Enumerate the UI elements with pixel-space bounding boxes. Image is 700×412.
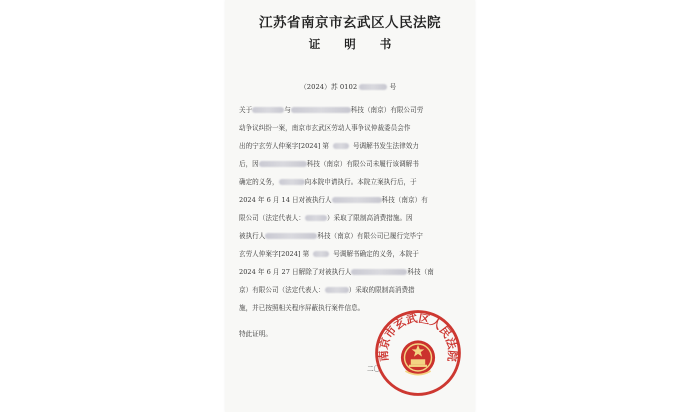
date-text: 二〇 — [367, 365, 381, 373]
body-line-5: 确定的义务， 向本院申请执行。本院立案执行后，于 — [239, 178, 417, 186]
document-number-text: （2024）苏 0102 — [300, 83, 358, 91]
body-line-3: 出的宁玄劳人仲案字[2024] 第 号调解书发生法律效力 — [239, 142, 419, 150]
redacted-text — [325, 287, 349, 293]
redacted-text — [265, 233, 317, 239]
court-name: 江苏省南京市玄武区人民法院 — [259, 15, 441, 31]
body-line-12: 施，并已按照相关程序屏蔽执行案件信息。 — [239, 304, 365, 312]
official-seal — [373, 308, 463, 398]
redacted-text — [305, 215, 327, 221]
redacted-text — [279, 179, 305, 185]
body-line-1: 关于 与 科技（南京）有限公司劳 — [239, 106, 424, 114]
body-line-10: 2024 年 6 月 27 日解除了对被执行人 科技（南 — [239, 268, 434, 276]
redacted-text — [333, 143, 349, 149]
document-page: 江苏省南京市玄武区人民法院 证 明 书 （2024）苏 0102 号 关于 与 科技（南京）有限公司劳 动争议纠纷一案，南京市玄武区劳动人事争议仲裁委员会作 出的宁玄劳人仲案字[2024] 第 号调解书发生法律效力 后，因 科技（南京）有限公司未履行该调解书 确定的义务， 向本院申请执行。本院立案执行后，于 2024 年 6 月 14 日对被执行人 科技（南京）有 限公司（法定代表人： ）采取了限制高消费措施。因 被执行人 科技（南京）有限公司已履行完毕宁 玄劳人仲案字[2024] 第 号调解书确定的义务，本院于 2024 年 6 月 27 日解除了对被执行人 科技（南 京）有限公司（法定代表人： ）采取的限制高消费措 施，并已按照相关程序屏蔽执行案件信息。 特此证明。 二〇 南京市玄武区人民法院 — [225, 0, 475, 412]
body-line-9: 玄劳人仲案字[2024] 第 号调解书确定的义务，本院于 — [239, 250, 419, 258]
body-line-2: 动争议纠纷一案，南京市玄武区劳动人事争议仲裁委员会作 — [239, 124, 411, 132]
redacted-text — [332, 197, 382, 203]
body-line-4: 后，因 科技（南京）有限公司未履行该调解书 — [239, 160, 419, 168]
national-emblem-icon — [401, 340, 435, 374]
redacted-text — [291, 107, 351, 113]
redacted-text — [252, 107, 284, 113]
redacted-text — [313, 251, 329, 257]
redacted-text — [359, 84, 387, 90]
redacted-text — [351, 269, 407, 275]
redacted-text — [259, 161, 307, 167]
document-title: 证 明 书 — [308, 37, 402, 51]
body-line-6: 2024 年 6 月 14 日对被执行人 科技（南京）有 — [239, 196, 428, 204]
body-line-11: 京）有限公司（法定代表人： ）采取的限制高消费措 — [239, 286, 415, 294]
body-line-8: 被执行人 科技（南京）有限公司已履行完毕宁 — [239, 232, 423, 240]
closing-text: 特此证明。 — [239, 330, 272, 338]
seal-text: 南京市玄武区人民法院 — [377, 311, 459, 363]
body-line-7: 限公司（法定代表人： ）采取了限制高消费措施。因 — [239, 214, 413, 222]
